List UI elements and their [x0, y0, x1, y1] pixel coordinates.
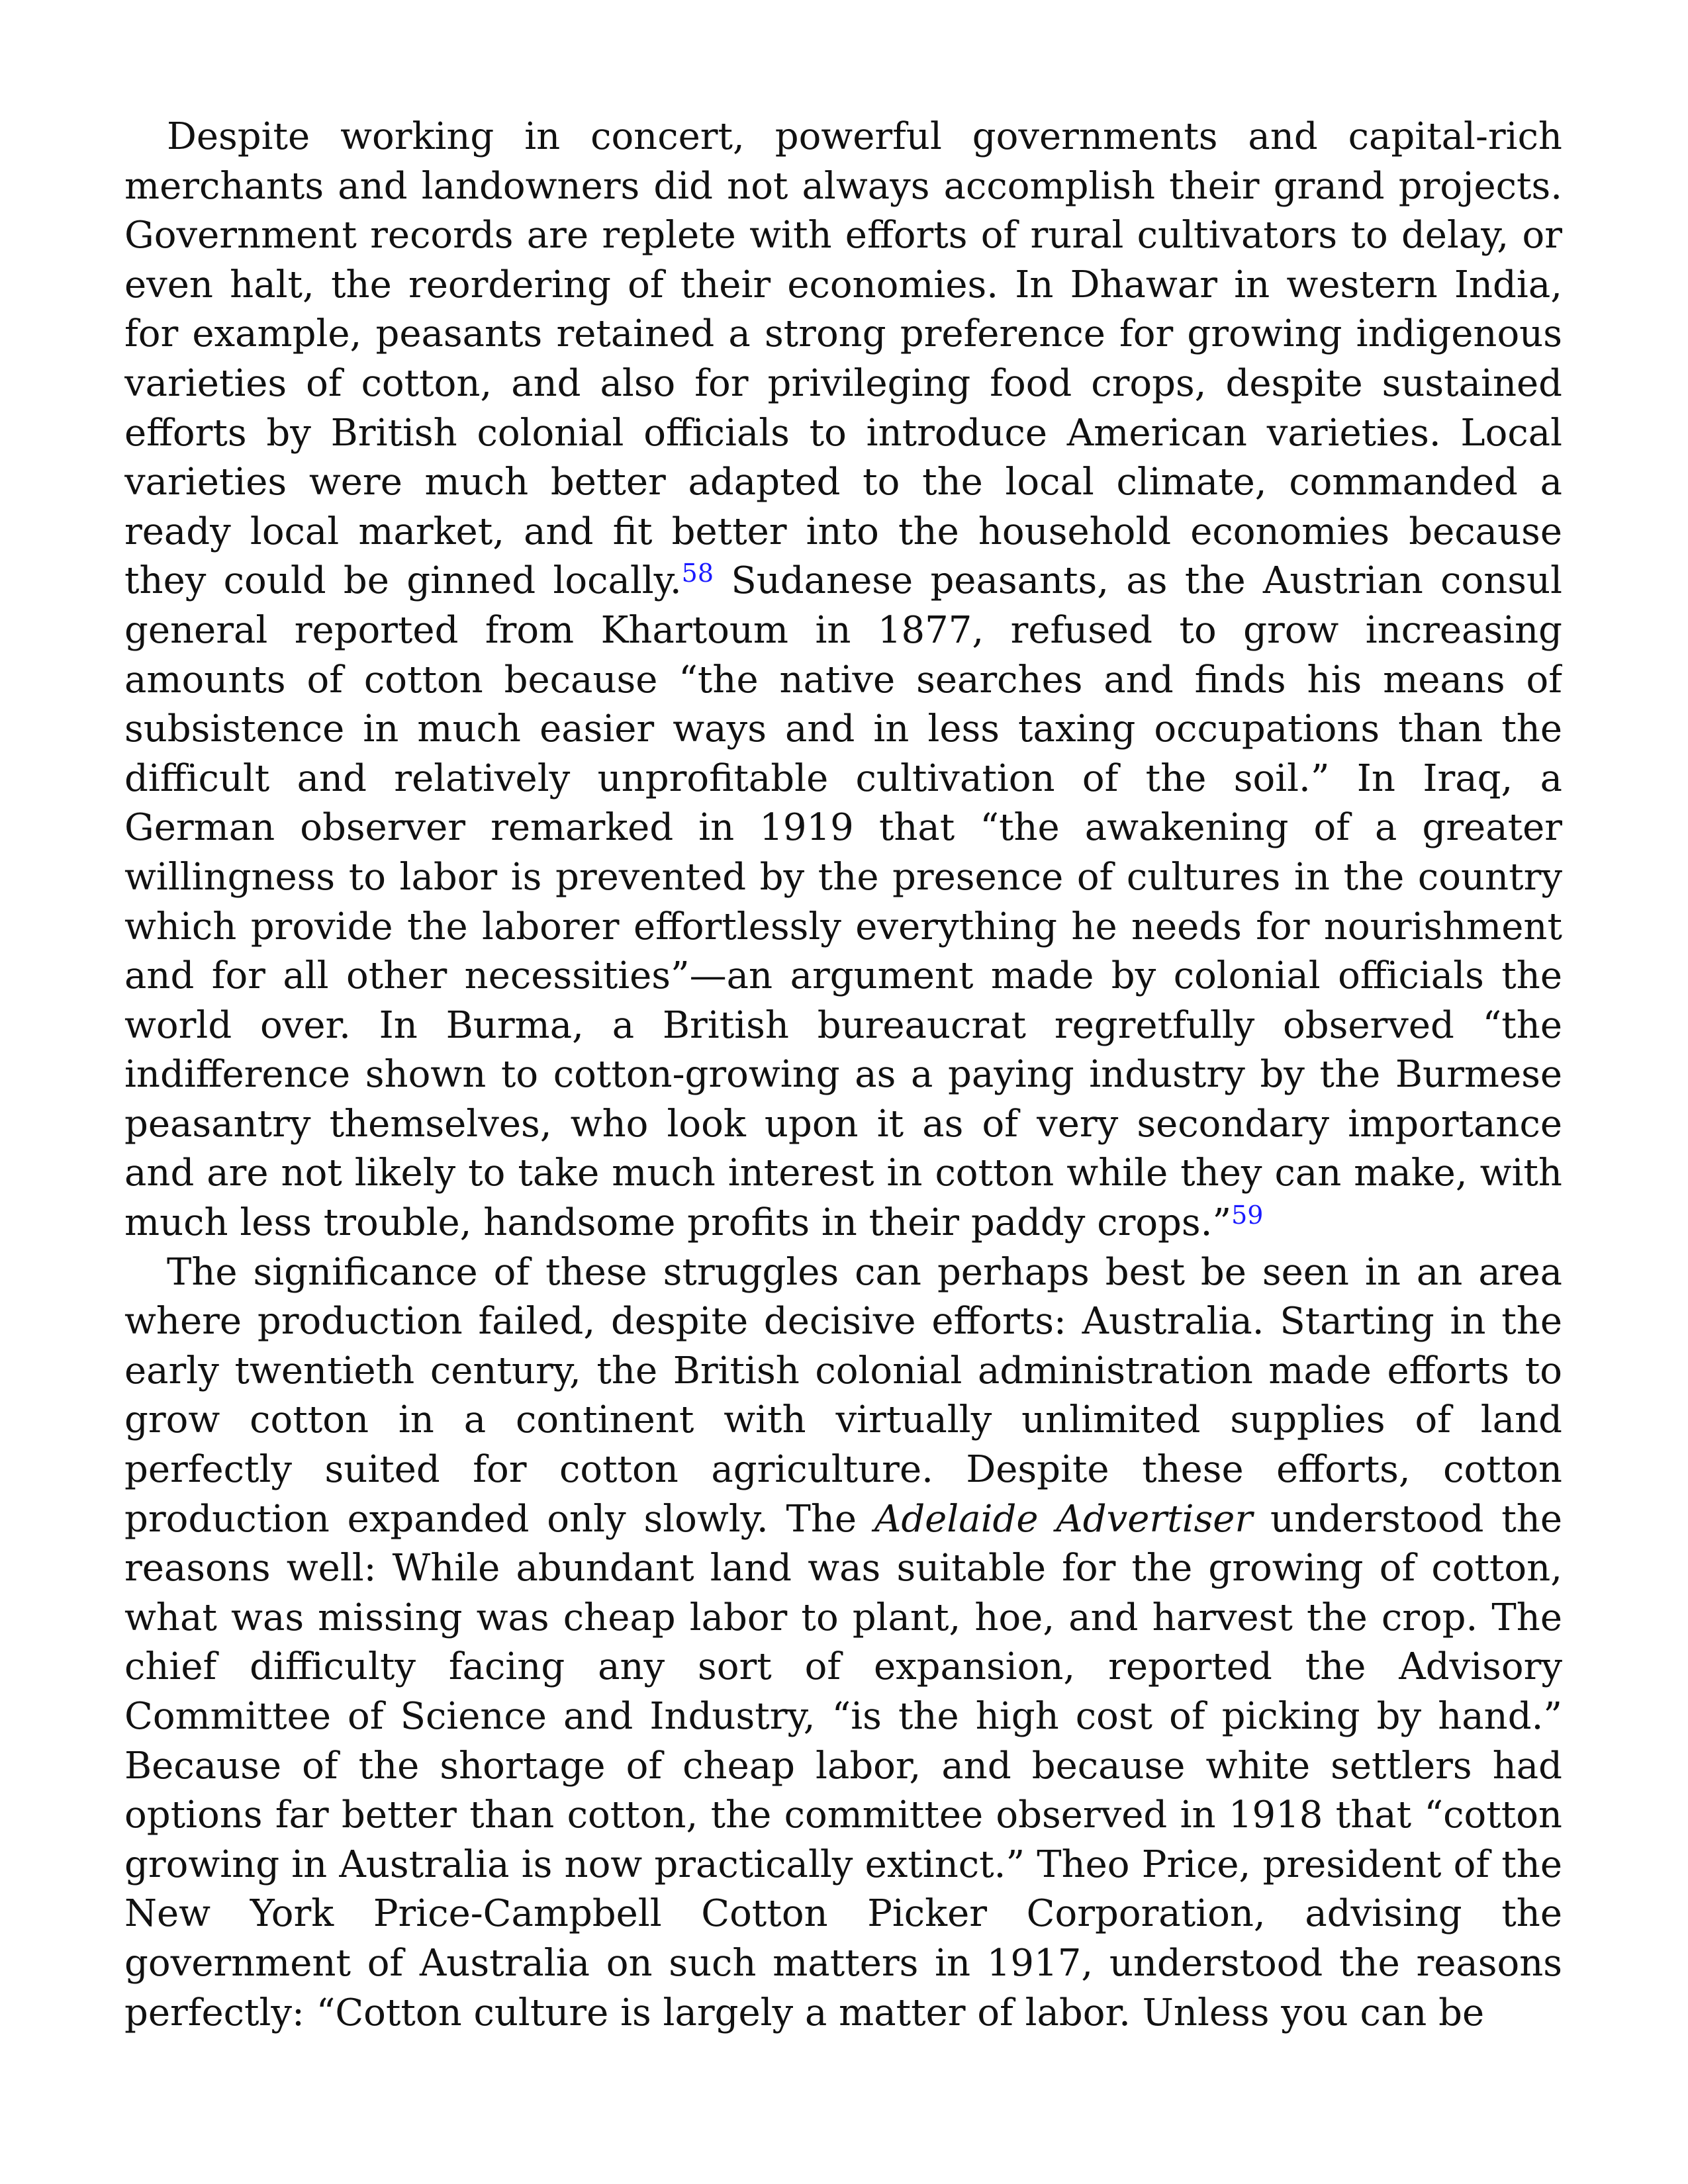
- paragraph-text: understood the reasons well: While abundant land was suitable for the growing of cotton, what was missing was cheap labor to plant, hoe, and harvest the crop. The chief difficulty facing any sort of expansion, reported the Advisory Committee of Science and Industry, “is the high cost of picking by hand.” Because of the shortage of cheap labor, and because white settlers had options far better than cotton, the committee observed in 1918 that “cotton growing in Australia is now practically extinct.” Theo Price, president of the New York Price-Campbell Cotton Picker Corporation, advising the government of Australia on such matters in 1917, understood the reasons perfectly: “Cotton culture is largely a matter of labor. Unless you can be: [124, 1497, 1562, 2034]
- page-body: [124, 113, 1562, 2111]
- paragraph-australia: [124, 1248, 1562, 2038]
- paragraph-text: Sudanese peasants, as the Austrian consul general reported from Khartoum in 1877, refused to grow increasing amounts of cotton because “the native searches and finds his means of subsistence in much easier ways and in less taxing occupations than the difficult and relatively unprofitable cultivation of the soil.” In Iraq, a German observer remarked in 1919 that “the awakening of a greater willingness to labor is prevented by the presence of cultures in the country which provide the laborer effortlessly everything he needs for nourishment and for all other necessities”—an argument made by colonial officials the world over. In Burma, a British bureaucrat regretfully observed “the indifference shown to cotton-growing as a paying industry by the Burmese peasantry themselves, who look upon it as of very secondary importance and are not likely to take much interest in cotton while they can make, with much less trouble, handsome profits in their paddy crops.”: [124, 559, 1562, 1245]
- footnote-59-link[interactable]: 59: [1231, 1201, 1264, 1230]
- newspaper-title: Adelaide Advertiser: [874, 1497, 1253, 1541]
- paragraph-text: The significance of these struggles can perhaps best be seen in an area where production failed, despite decisive efforts: Australia. Starting in the early twentieth century, the British colonial administration made efforts to grow cotton in a continent with virtually unlimited supplies of land perfectly suited for cotton agriculture. Despite these efforts, cotton production expanded only slowly. The: [124, 1250, 1562, 1541]
- paragraph-text: Despite working in concert, powerful governments and capital-rich merchants and landowners did not always accomplish their grand projects. Government records are replete with efforts of rural cultivators to delay, or even halt, the reordering of their economies. In Dhawar in western India, for example, peasants retained a strong preference for growing indigenous varieties of cotton, and also for privileging food crops, despite sustained efforts by British colonial officials to introduce American varieties. Local varieties were much better adapted to the local climate, commanded a ready local market, and fit better into the household economies because they could be ginned locally.: [124, 115, 1562, 603]
- paragraph-resistance: [124, 113, 1562, 1248]
- footnote-58-link[interactable]: 58: [681, 559, 714, 588]
